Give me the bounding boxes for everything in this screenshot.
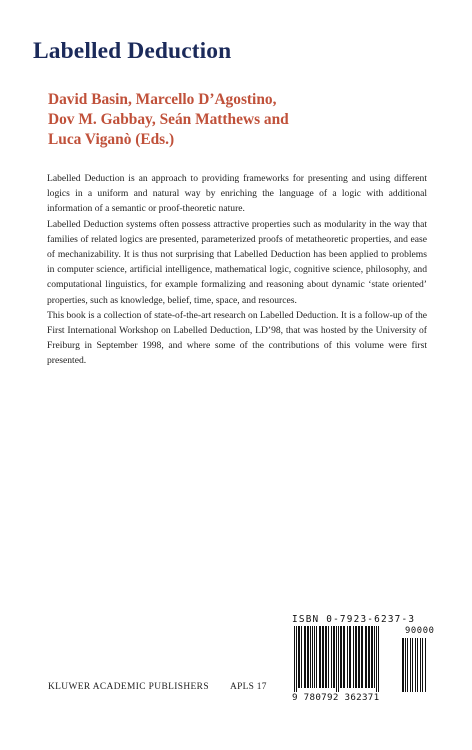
book-description: [47, 171, 427, 369]
book-title: Labelled Deduction: [33, 38, 232, 64]
publisher-name: KLUWER ACADEMIC PUBLISHERS: [48, 682, 209, 692]
authors-line: Dov M. Gabbay, Seán Matthews and: [48, 111, 289, 128]
series-number: APLS 17: [230, 682, 267, 692]
description-paragraph: Labelled Deduction is an approach to providing frameworks for presenting and using different logics in a uniform and natural way by enriching the language of a logic with additional information of a semantic or proof-theoretic nature.: [47, 173, 427, 215]
authors-line: Luca Viganò (Eds.): [48, 131, 175, 148]
barcode-icon: [290, 626, 435, 692]
isbn-barcode-block: [290, 614, 435, 706]
barcode-digits: 9 780792 362371: [292, 692, 380, 703]
barcode-addon-number: 90000: [405, 626, 435, 636]
isbn-label: ISBN 0-7923-6237-3: [292, 614, 416, 625]
description-paragraph: Labelled Deduction systems often possess attractive properties such as modularity in the way that families of related logics are presented, parameterized proofs of metatheoretic properties, and ease of mechanizability. It is thus not surprising that Labelled Deduction has been applied to problems in computer science, artificial intelligence, mathematical logic, cognitive science, philosophy, and computational linguistics, for example formalizing and reasoning about dynamic ‘state oriented’ properties, such as knowledge, belief, time, space, and resources.: [47, 218, 427, 306]
book-authors: [48, 90, 458, 150]
authors-line: David Basin, Marcello D’Agostino,: [48, 91, 277, 108]
description-paragraph: This book is a collection of state-of-the-art research on Labelled Deduction. It is a follow-up of the First International Workshop on Labelled Deduction, LD’98, that was hosted by the University of Freiburg in September 1998, and where some of the contributions of this volume were first presented.: [47, 309, 427, 367]
